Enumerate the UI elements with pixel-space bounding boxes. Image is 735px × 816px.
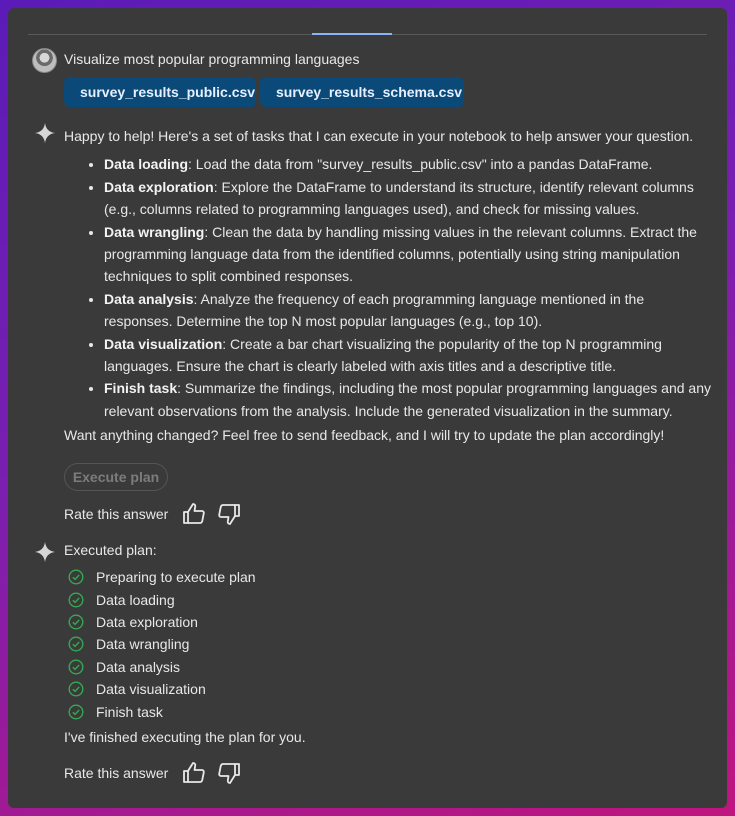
gemini-sparkle-icon: [34, 122, 56, 144]
thumbs-up-icon[interactable]: [182, 502, 206, 526]
task-desc: : Summarize the findings, including the most popular programming languages and any relevant observations from the analysis. Include the generated visualization in the summary.: [104, 380, 711, 419]
attachment-chip[interactable]: survey_results_schema.csv: [260, 77, 464, 107]
check-circle-icon: [68, 569, 84, 585]
step-label: Data loading: [96, 591, 175, 608]
list-item: [104, 288, 714, 333]
executed-steps-list: [68, 566, 256, 723]
execute-plan-button[interactable]: Execute plan: [64, 463, 168, 491]
answer-closing: Want anything changed? Feel free to send feedback, and I will try to update the plan accordingly!: [64, 427, 665, 443]
check-circle-icon: [68, 704, 84, 720]
check-circle-icon: [68, 614, 84, 630]
task-desc: : Clean the data by handling missing values in the relevant columns. Extract the programming language data from the identified columns, potentially using string manipulation techniques to split combined responses.: [104, 223, 697, 285]
step-label: Data analysis: [96, 658, 181, 675]
task-desc: : Analyze the frequency of each programming language mentioned in the responses. Determine the top N most popular languages (e.g., top 10).: [104, 290, 645, 330]
step-label: Data exploration: [96, 613, 198, 630]
user-query: Visualize most popular programming languages: [64, 51, 360, 67]
active-tab-indicator: [312, 33, 392, 35]
task-list: [64, 153, 714, 422]
rate-label: Rate this answer: [64, 765, 169, 781]
rate-label: Rate this answer: [64, 506, 169, 522]
check-circle-icon: [68, 659, 84, 675]
chat-panel: [8, 8, 727, 808]
task-title: Data visualization: [104, 335, 223, 352]
check-circle-icon: [68, 636, 84, 652]
list-item: [68, 633, 256, 655]
task-title: Finish task: [104, 380, 178, 397]
finished-message: I've finished executing the plan for you.: [64, 729, 306, 745]
thumbs-down-icon[interactable]: [217, 761, 241, 785]
list-item: [68, 588, 256, 610]
task-desc: : Load the data from "survey_results_public.csv" into a pandas DataFrame.: [188, 156, 653, 173]
task-title: Data wrangling: [104, 223, 205, 240]
attachment-chip[interactable]: survey_results_public.csv: [64, 77, 256, 107]
executed-plan-title: Executed plan:: [64, 542, 157, 558]
list-item: [68, 656, 256, 678]
check-circle-icon: [68, 681, 84, 697]
step-label: Data visualization: [96, 681, 206, 698]
thumbs-down-icon[interactable]: [217, 502, 241, 526]
list-item: [68, 611, 256, 633]
task-desc: : Create a bar chart visualizing the popularity of the top N programming languages. Ensure the chart is clearly labeled with axis titles and a descriptive title.: [104, 335, 662, 375]
step-label: Data wrangling: [96, 636, 190, 653]
thumbs-up-icon[interactable]: [182, 761, 206, 785]
check-circle-icon: [68, 592, 84, 608]
list-item: [68, 700, 256, 722]
gemini-sparkle-icon: [34, 541, 56, 563]
list-item: [104, 377, 714, 422]
step-label: Finish task: [96, 703, 163, 720]
list-item: [104, 153, 714, 175]
list-item: [104, 176, 714, 221]
step-label: Preparing to execute plan: [96, 569, 256, 586]
list-item: [104, 333, 714, 378]
task-title: Data analysis: [104, 290, 194, 307]
list-item: [68, 566, 256, 588]
task-title: Data loading: [104, 156, 189, 173]
user-avatar: [32, 48, 57, 73]
list-item: [68, 678, 256, 700]
assistant-answer: [64, 125, 714, 422]
task-title: Data exploration: [104, 178, 214, 195]
answer-intro: Happy to help! Here's a set of tasks that I can execute in your notebook to help answer your question.: [64, 128, 694, 144]
list-item: [104, 221, 714, 288]
task-desc: : Explore the DataFrame to understand its structure, identify relevant columns (e.g., columns related to programming languages used), and check for missing values.: [104, 178, 694, 218]
